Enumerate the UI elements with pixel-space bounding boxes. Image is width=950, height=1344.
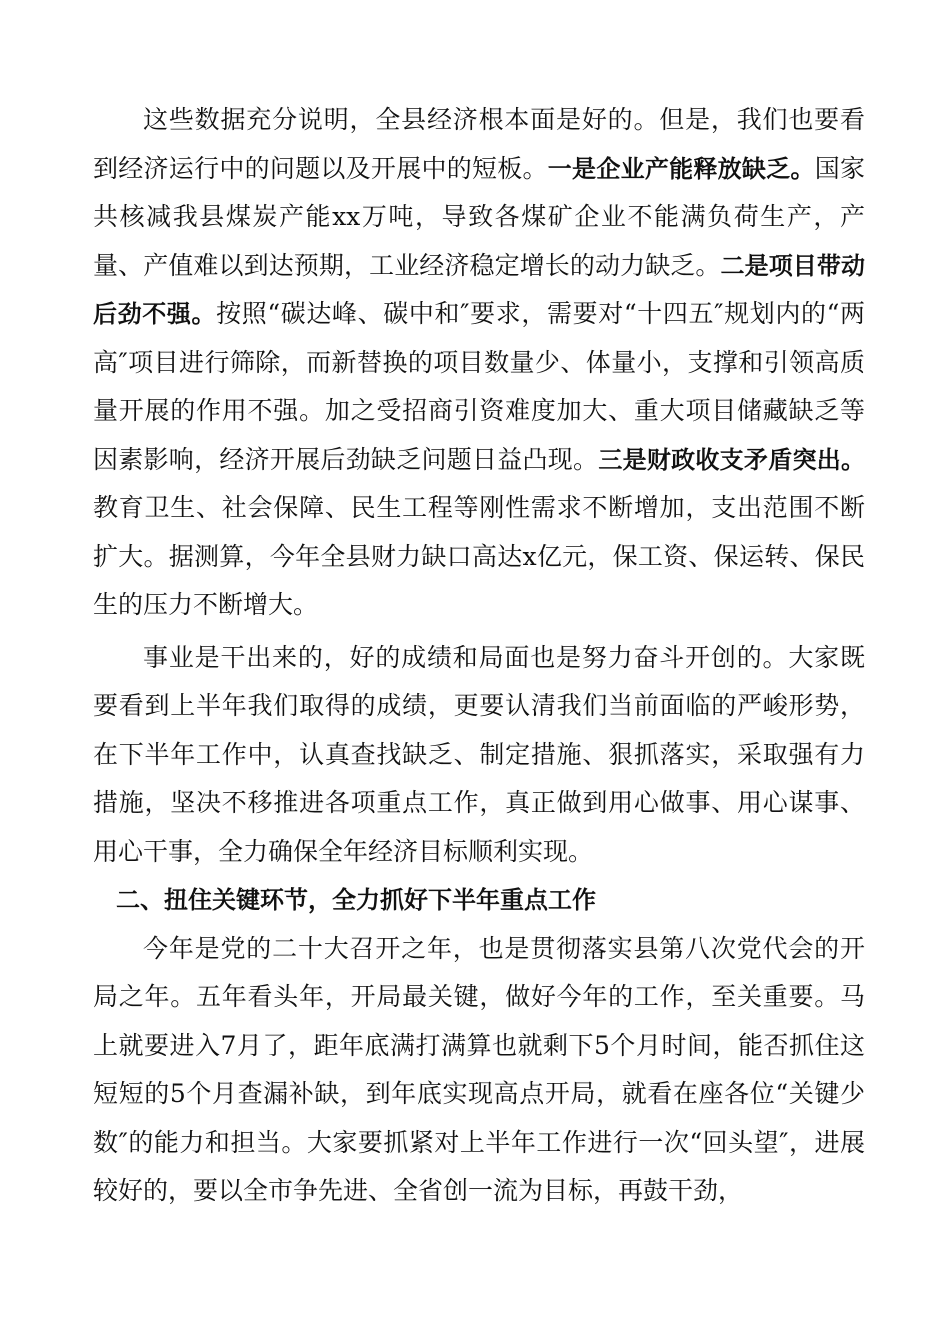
paragraph-text: 按照“碳达峰、碳中和″要求，需要对“十四五″规划内的“两高″项目进行筛除，而新替换的项目数量少、体量小，支撑和引领高质量开展的作用不强。加之受招商引资难度加大、重大项目储藏缺乏等因素影响，经济开展后劲缺乏问题日益凸现。 <box>93 299 865 474</box>
paragraph-text: 这些数据充分说明，全县经济根本面是好的。但是，我们也要看到经济运行中的问题以及开展中的短板。 <box>93 105 865 183</box>
paragraph-effort: 事业是干出来的，好的成绩和局面也是努力奋斗开创的。大家既要看到上半年我们取得的成绩，更要认清我们当前面临的严峻形势，在下半年工作中，认真查找缺乏、制定措施、狠抓落实，采取强有力措施，坚决不移推进各项重点工作，真正做到用心做事、用心谋事、用心干事，全力确保全年经济目标顺利实现。 <box>93 642 865 866</box>
paragraph-second-half: 今年是党的二十大召开之年，也是贯彻落实县第八次党代会的开局之年。五年看头年，开局最关键，做好今年的工作，至关重要。马上就要进入7月了，距年底满打满算也就剩下5个月时间，能否抓住这短短的5个月查漏补缺，到年底实现高点开局，就看在座各位“关键少数″的能力和担当。大家要抓紧对上半年工作进行一次“回头望″，进展较好的，要以全市争先进、全省创一流为目标，再鼓干劲， <box>93 933 865 1205</box>
paragraph-text: 教育卫生、社会保障、民生工程等刚性需求不断增加，支出范围不断扩大。据测算，今年全县财力缺口高达x亿元，保工资、保运转、保民生的压力不断增大。 <box>93 493 865 619</box>
section-heading: 二、扭住关键环节，全力抓好下半年重点工作 <box>116 886 596 914</box>
paragraph-text: 国家共核减我县煤炭产能xx万吨，导致各煤矿企业不能满负荷生产，产量、产值难以到达预期，工业经济稳定增长的动力缺乏。 <box>93 153 865 280</box>
document-page <box>93 96 865 1216</box>
key-point-2: 二是项目带动后劲不强。 <box>93 251 865 328</box>
key-point-3: 三是财政收支矛盾突出。 <box>598 445 865 474</box>
paragraph-problems <box>93 96 865 630</box>
key-point-1: 一是企业产能释放缺乏。 <box>547 154 815 183</box>
